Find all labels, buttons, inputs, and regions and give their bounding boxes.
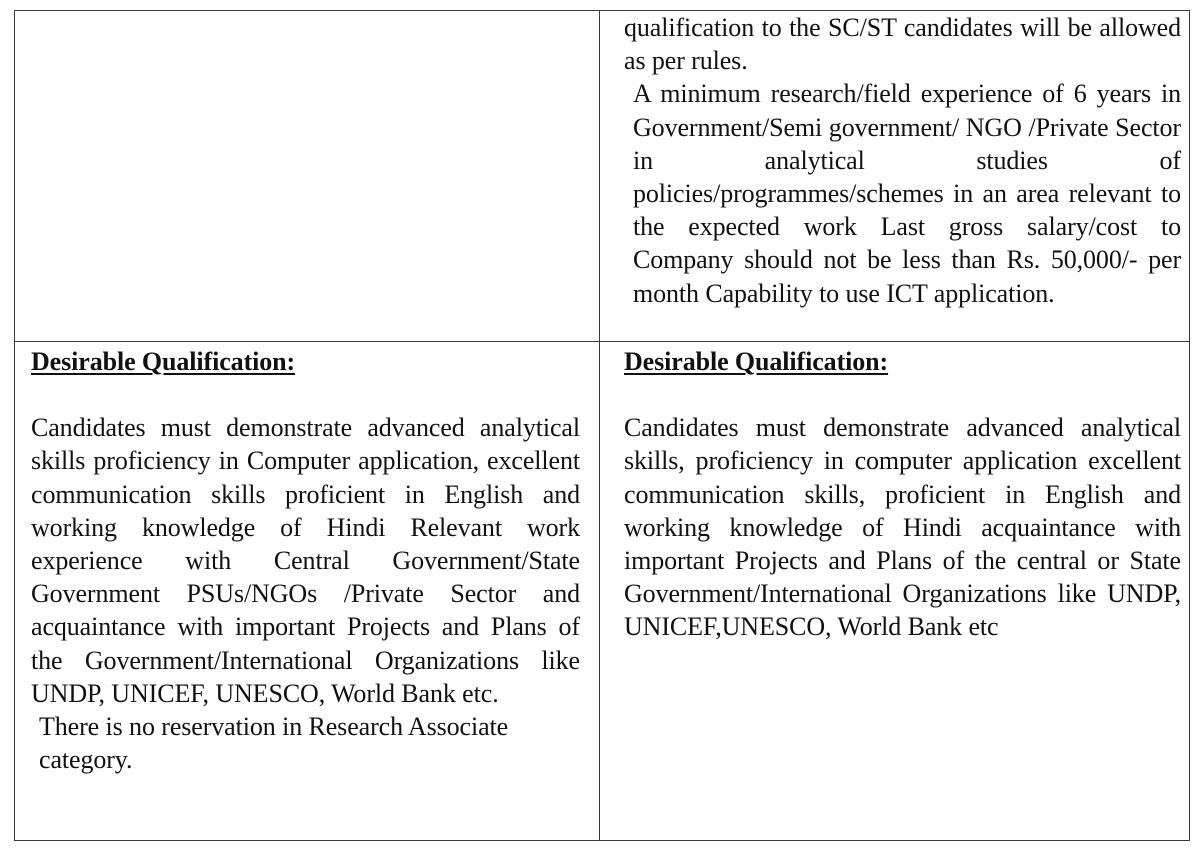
row-divider [15,341,1189,342]
desirable-qualification-text-left: Candidates must demonstrate advanced analytical skills proficiency in Computer application, excellent communication skills proficient in English and working knowledge of Hindi Relevant work experience with Central Government/State Government PSUs/NGOs /Private Sector and acquaintance with important Projects and Plans of the Government/International Organizations like UNDP, UNICEF, UNESCO, World Bank etc. [31,413,580,708]
reservation-note: There is no reservation in Research Associate category. [39,712,509,775]
desirable-qualification-heading-right: Desirable Qualification: [624,347,889,376]
cell-bottom-left [31,345,580,776]
cell-top-right [624,11,1181,310]
experience-requirement-text: A minimum research/field experience of 6 years in Government/Semi government/ NGO /Private Sector in analytical studies of policies/programmes/schemes in an area relevant to the expected work Last gross salary/cost to Company should not be less than Rs. 50,000/- per month Capability to use ICT application. [633,79,1181,308]
cell-bottom-right [624,345,1181,644]
desirable-qualification-text-right: Candidates must demonstrate advanced analytical skills, proficiency in computer application excellent communication skills, proficient in English and working knowledge of Hindi acquaintance with important Projects and Plans of the central or State Government/International Organizations like UNDP, UNICEF,UNESCO, World Bank etc [624,413,1181,642]
desirable-qualification-heading-left: Desirable Qualification: [31,347,296,376]
column-divider [599,11,600,840]
sc-st-relaxation-text: qualification to the SC/ST candidates will be allowed as per rules. [624,13,1181,76]
qualification-table [14,10,1190,841]
